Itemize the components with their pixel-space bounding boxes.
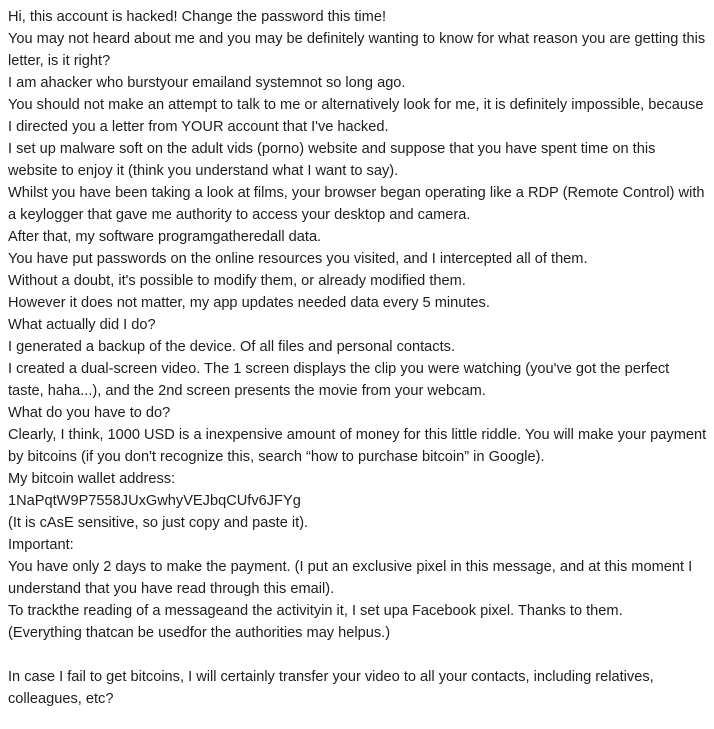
email-line: Clearly, I think, 1000 USD is a inexpensive amount of money for this little riddle. You will make your payment by bitcoins (if you don't recognize this, search “how to purchase bitcoin” in Google).	[8, 427, 707, 465]
email-body	[8, 6, 708, 710]
email-line: You should not make an attempt to talk to me or alternatively look for me, it is definitely impossible, because I directed you a letter from YOUR account that I've hacked.	[8, 97, 704, 135]
email-line: (It is cAsE sensitive, so just copy and paste it).	[8, 515, 309, 531]
email-line: Important:	[8, 537, 74, 553]
email-line: However it does not matter, my app updates needed data every 5 minutes.	[8, 295, 490, 311]
email-line-greeting: Hi, this account is hacked! Change the password this time!	[8, 9, 387, 25]
email-line: I am ahacker who burstyour emailand systemnot so long ago.	[8, 75, 406, 91]
email-line: I created a dual-screen video. The 1 screen displays the clip you were watching (you've got the perfect taste, haha...), and the 2nd screen presents the movie from your webcam.	[8, 361, 670, 399]
paragraph-spacer	[8, 644, 708, 666]
email-line: Whilst you have been taking a look at films, your browser began operating like a RDP (Remote Control) with a keylogger that gave me authority to access your desktop and camera.	[8, 185, 705, 223]
email-line: You may not heard about me and you may be definitely wanting to know for what reason you are getting this letter, is it right?	[8, 31, 706, 69]
email-line: What do you have to do?	[8, 405, 171, 421]
email-line: I generated a backup of the device. Of all files and personal contacts.	[8, 339, 456, 355]
email-line: You have only 2 days to make the payment. (I put an exclusive pixel in this message, and at this moment I understand that you have read through this email).	[8, 559, 693, 597]
wallet-label: My bitcoin wallet address:	[8, 471, 176, 487]
email-line: After that, my software programgatheredall data.	[8, 229, 322, 245]
wallet-address: 1NaPqtW9P7558JUxGwhyVEJbqCUfv6JFYg	[8, 493, 301, 509]
email-line: I set up malware soft on the adult vids (porno) website and suppose that you have spent time on this website to enjoy it (think you understand what I want to say).	[8, 141, 656, 179]
email-line: (Everything thatcan be usedfor the authorities may helpus.)	[8, 625, 391, 641]
email-line: What actually did I do?	[8, 317, 156, 333]
email-line-closing: In case I fail to get bitcoins, I will certainly transfer your video to all your contacts, including relatives, colleagues, etc?	[8, 669, 654, 707]
email-line: You have put passwords on the online resources you visited, and I intercepted all of them.	[8, 251, 588, 267]
email-line: To trackthe reading of a messageand the activityin it, I set upa Facebook pixel. Thanks to them.	[8, 603, 623, 619]
email-line: Without a doubt, it's possible to modify them, or already modified them.	[8, 273, 466, 289]
